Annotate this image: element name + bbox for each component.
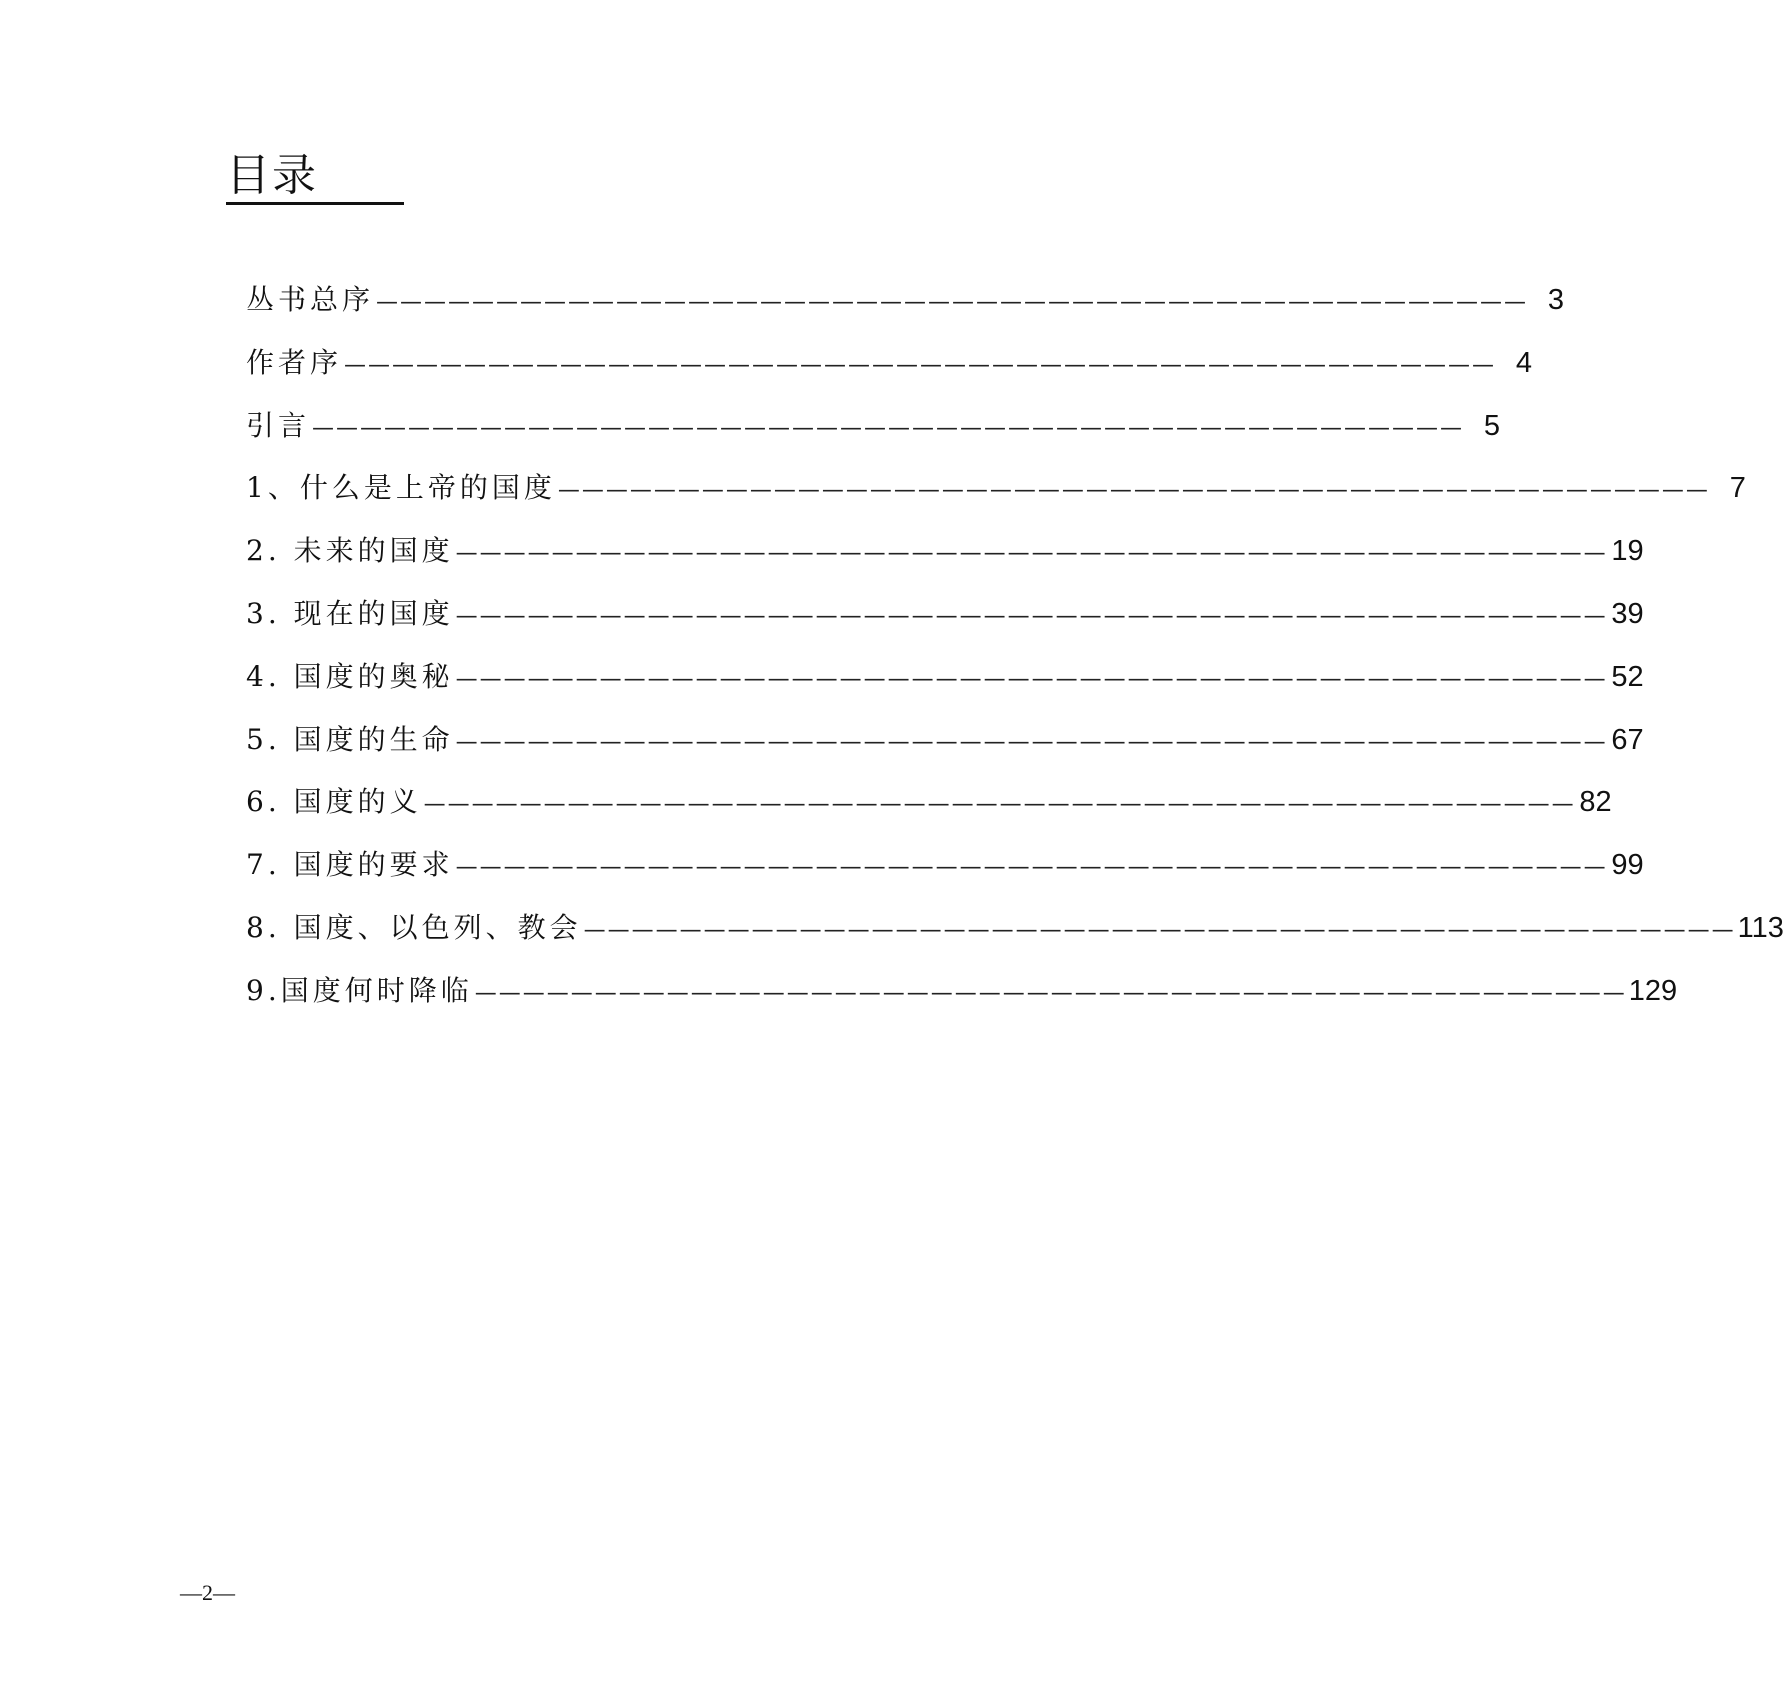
toc-entry-label: 9.国度何时降临 xyxy=(246,973,473,1007)
toc-entry-page: 129 xyxy=(1628,974,1678,1007)
toc-entry-label: 2. 未来的国度 xyxy=(246,534,454,568)
toc-entry-page: 5 xyxy=(1483,409,1501,442)
toc-entry[interactable] xyxy=(246,969,1678,1032)
toc-entry[interactable] xyxy=(246,341,1533,404)
toc-dot-leader: ———————————————————————————————————————————————— xyxy=(455,855,1608,881)
toc-entry-page: 19 xyxy=(1611,535,1644,568)
toc-entry[interactable] xyxy=(246,655,1644,718)
toc-entry[interactable] xyxy=(246,278,1565,341)
toc-entry-label: 8. 国度、以色列、教会 xyxy=(246,910,582,944)
toc-dot-leader: ———————————————————————————————————————————————— xyxy=(312,415,1465,441)
toc-entry[interactable] xyxy=(246,529,1644,592)
toc-entry-page: 3 xyxy=(1547,284,1565,316)
toc-title: 目录 xyxy=(226,150,318,201)
toc-dot-leader: ———————————————————————————————————————————————— xyxy=(376,290,1529,315)
toc-dot-leader: ———————————————————————————————————————————————— xyxy=(583,917,1736,943)
toc-entry-page: 7 xyxy=(1729,472,1746,505)
toc-entry-label: 丛书总序 xyxy=(246,283,375,316)
toc-entry-label: 5. 国度的生命 xyxy=(246,722,454,756)
toc-dot-leader: ———————————————————————————————————————————————— xyxy=(423,792,1576,818)
toc-entry-page: 82 xyxy=(1579,786,1612,819)
page-number: —2— xyxy=(180,1580,235,1605)
toc-dot-leader: ———————————————————————————————————————————————— xyxy=(455,541,1608,567)
toc-dot-leader: ———————————————————————————————————————————————— xyxy=(344,352,1497,378)
toc-entry-page: 39 xyxy=(1611,597,1644,630)
toc-entry-label: 4. 国度的奥秘 xyxy=(246,659,454,693)
toc-entry-page: 52 xyxy=(1611,660,1644,693)
toc-entry-page: 99 xyxy=(1611,849,1644,882)
toc-entry-label: 引言 xyxy=(246,408,311,442)
toc-entry-label: 1、什么是上帝的国度 xyxy=(246,471,556,505)
toc-dot-leader: ———————————————————————————————————————————————— xyxy=(455,666,1608,692)
toc-entry[interactable] xyxy=(246,466,1746,529)
toc-dot-leader: ———————————————————————————————————————————————— xyxy=(455,603,1608,629)
toc-entry[interactable] xyxy=(246,906,1784,969)
toc-entry[interactable] xyxy=(246,404,1501,467)
toc-entry[interactable] xyxy=(246,780,1612,843)
toc-entry-label: 7. 国度的要求 xyxy=(246,848,454,882)
toc-entry[interactable] xyxy=(246,718,1644,781)
toc-heading xyxy=(226,150,404,205)
toc-entry[interactable] xyxy=(246,592,1644,655)
toc-dot-leader: ———————————————————————————————————————————————— xyxy=(557,478,1710,504)
toc-entry-page: 113 xyxy=(1737,911,1784,944)
toc-entry[interactable] xyxy=(246,843,1644,906)
toc-entry-label: 6. 国度的义 xyxy=(246,785,422,819)
toc-dot-leader: ———————————————————————————————————————————————— xyxy=(474,980,1627,1006)
toc-entry-label: 作者序 xyxy=(246,345,343,379)
toc-entry-page: 67 xyxy=(1611,723,1644,756)
toc-dot-leader: ———————————————————————————————————————————————— xyxy=(455,729,1608,755)
toc-entry-page: 4 xyxy=(1515,346,1533,379)
toc-list xyxy=(246,278,1784,1032)
toc-entry-label: 3. 现在的国度 xyxy=(246,596,454,630)
